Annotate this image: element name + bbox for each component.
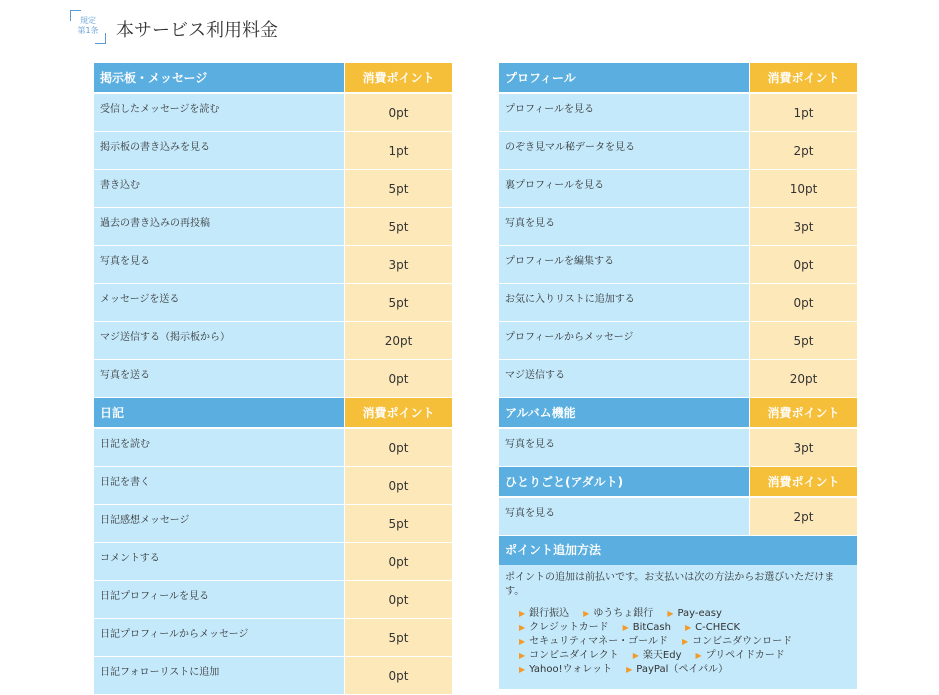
point-cost: 0pt <box>750 284 857 322</box>
payment-method <box>626 663 728 677</box>
payment-methods-box <box>499 536 857 689</box>
points-header: 消費ポイント <box>345 398 452 429</box>
payment-method-row <box>519 607 847 621</box>
payment-method-label: Yahoo!ウォレット <box>529 664 613 675</box>
action-label: プロフィールからメッセージ <box>499 322 750 360</box>
action-label: メッセージを送る <box>94 284 345 322</box>
arrow-icon: ▶ <box>519 609 526 618</box>
action-label: マジ送信する <box>499 360 750 398</box>
payment-method <box>519 649 619 663</box>
table-row <box>94 94 452 132</box>
point-cost: 5pt <box>345 619 452 657</box>
action-label: 書き込む <box>94 170 345 208</box>
payment-method <box>633 649 682 663</box>
action-label: プロフィールを編集する <box>499 246 750 284</box>
fee-table <box>499 467 857 536</box>
point-cost: 1pt <box>750 94 857 132</box>
payment-method-label: ゆうちょ銀行 <box>593 608 654 619</box>
payment-method <box>519 621 609 635</box>
payment-method <box>685 621 740 635</box>
payment-method <box>682 635 792 649</box>
table-row <box>94 132 452 170</box>
action-label: 日記フォローリストに追加 <box>94 657 345 695</box>
point-cost: 2pt <box>750 132 857 170</box>
point-cost: 10pt <box>750 170 857 208</box>
table-header-row <box>94 63 452 94</box>
table-row <box>499 246 857 284</box>
table-row <box>499 322 857 360</box>
arrow-icon: ▶ <box>681 637 689 646</box>
table-row <box>499 284 857 322</box>
payment-method-label: コンビニダウンロード <box>692 636 793 647</box>
point-cost: 5pt <box>345 208 452 246</box>
point-cost: 5pt <box>345 170 452 208</box>
fee-table <box>94 398 452 695</box>
table-row <box>94 429 452 467</box>
payment-method-label: C-CHECK <box>695 622 741 633</box>
point-cost: 0pt <box>345 543 452 581</box>
table-row <box>499 94 857 132</box>
table-row <box>499 170 857 208</box>
point-cost: 0pt <box>345 94 452 132</box>
action-label: 日記プロフィールを見る <box>94 581 345 619</box>
point-cost: 0pt <box>345 467 452 505</box>
payment-method-label: クレジットカード <box>529 622 609 633</box>
table-header-row <box>499 398 857 429</box>
right-column <box>499 63 857 689</box>
payment-method <box>696 649 785 663</box>
action-label: 日記プロフィールからメッセージ <box>94 619 345 657</box>
payment-methods-text: ポイントの追加は前払いです。お支払いは次の方法からお選びいただけます。 <box>505 572 835 597</box>
badge-line1: 規定 <box>80 16 96 25</box>
table-row <box>94 170 452 208</box>
section-title: プロフィール <box>499 63 750 94</box>
payment-method-label: 楽天Edy <box>642 650 682 661</box>
table-row <box>94 322 452 360</box>
table-row <box>499 132 857 170</box>
table-row <box>94 619 452 657</box>
points-header: 消費ポイント <box>750 398 857 429</box>
payment-method-label: 銀行振込 <box>529 608 570 619</box>
points-header: 消費ポイント <box>345 63 452 94</box>
payment-method-row <box>519 649 847 663</box>
table-header-row <box>94 398 452 429</box>
point-cost: 0pt <box>345 429 452 467</box>
table-row <box>499 429 857 467</box>
table-row <box>94 657 452 695</box>
payment-method <box>519 607 569 621</box>
table-row <box>499 360 857 398</box>
payment-method-label: セキュリティマネー・ゴールド <box>529 636 668 647</box>
point-cost: 0pt <box>345 581 452 619</box>
point-cost: 3pt <box>750 208 857 246</box>
action-label: 写真を送る <box>94 360 345 398</box>
action-label: 掲示板の書き込みを見る <box>94 132 345 170</box>
arrow-icon: ▶ <box>667 609 674 618</box>
point-cost: 0pt <box>345 657 452 695</box>
arrow-icon: ▶ <box>519 665 526 674</box>
action-label: お気に入りリストに追加する <box>499 284 750 322</box>
table-row <box>94 505 452 543</box>
point-cost: 3pt <box>345 246 452 284</box>
arrow-icon: ▶ <box>695 651 702 660</box>
payment-method-row <box>519 663 847 677</box>
arrow-icon: ▶ <box>632 651 639 660</box>
table-row <box>94 208 452 246</box>
section-title: 日記 <box>94 398 345 429</box>
action-label: 写真を見る <box>94 246 345 284</box>
action-label: 受信したメッセージを読む <box>94 94 345 132</box>
payment-method <box>519 635 668 649</box>
action-label: 日記を書く <box>94 467 345 505</box>
payment-method-row <box>519 621 847 635</box>
action-label: 過去の書き込みの再投稿 <box>94 208 345 246</box>
point-cost: 20pt <box>345 322 452 360</box>
payment-method-label: BitCash <box>632 622 671 633</box>
section-title: アルバム機能 <box>499 398 750 429</box>
payment-method-label: PayPal（ペイパル） <box>636 664 729 675</box>
table-row <box>94 360 452 398</box>
action-label: 写真を見る <box>499 429 750 467</box>
arrow-icon: ▶ <box>684 623 692 632</box>
point-cost: 2pt <box>750 498 857 536</box>
page-title: 本サービス利用料金 <box>116 20 278 41</box>
payment-method-list <box>505 607 847 677</box>
fee-table <box>499 398 857 467</box>
table-row <box>94 246 452 284</box>
point-cost: 1pt <box>345 132 452 170</box>
arrow-icon: ▶ <box>626 665 633 674</box>
payment-method-label: プリペイドカード <box>705 650 785 661</box>
action-label: コメントする <box>94 543 345 581</box>
action-label: のぞき見マル秘データを見る <box>499 132 750 170</box>
section-title: 掲示板・メッセージ <box>94 63 345 94</box>
action-label: 日記を読む <box>94 429 345 467</box>
arrow-icon: ▶ <box>622 623 629 632</box>
payment-methods-title: ポイント追加方法 <box>499 536 857 565</box>
table-row <box>499 498 857 536</box>
payment-method-label: Pay-easy <box>677 608 722 619</box>
payment-methods-body <box>499 565 857 689</box>
table-header-row <box>499 467 857 498</box>
payment-method <box>623 621 671 635</box>
left-column <box>94 63 452 695</box>
point-cost: 5pt <box>345 284 452 322</box>
action-label: マジ送信する（掲示板から） <box>94 322 345 360</box>
arrow-icon: ▶ <box>519 651 526 660</box>
table-row <box>94 467 452 505</box>
points-header: 消費ポイント <box>750 63 857 94</box>
payment-method-label: コンビニダイレクト <box>529 650 619 661</box>
arrow-icon: ▶ <box>519 637 526 646</box>
table-row <box>94 284 452 322</box>
action-label: 裏プロフィールを見る <box>499 170 750 208</box>
payment-method <box>667 607 722 621</box>
payment-method <box>583 607 653 621</box>
article-badge <box>70 10 106 44</box>
fee-table <box>499 63 857 398</box>
table-row <box>94 581 452 619</box>
badge-line2: 第1条 <box>77 26 99 35</box>
point-cost: 0pt <box>345 360 452 398</box>
point-cost: 5pt <box>345 505 452 543</box>
action-label: 写真を見る <box>499 208 750 246</box>
arrow-icon: ▶ <box>519 623 526 632</box>
table-header-row <box>499 63 857 94</box>
payment-method-row <box>519 635 847 649</box>
payment-method <box>519 663 612 677</box>
fee-table <box>94 63 452 398</box>
table-row <box>94 543 452 581</box>
point-cost: 20pt <box>750 360 857 398</box>
point-cost: 3pt <box>750 429 857 467</box>
points-header: 消費ポイント <box>750 467 857 498</box>
action-label: 写真を見る <box>499 498 750 536</box>
point-cost: 5pt <box>750 322 857 360</box>
action-label: 日記感想メッセージ <box>94 505 345 543</box>
arrow-icon: ▶ <box>583 609 590 618</box>
section-title: ひとりごと(アダルト) <box>499 467 750 498</box>
point-cost: 0pt <box>750 246 857 284</box>
table-row <box>499 208 857 246</box>
action-label: プロフィールを見る <box>499 94 750 132</box>
